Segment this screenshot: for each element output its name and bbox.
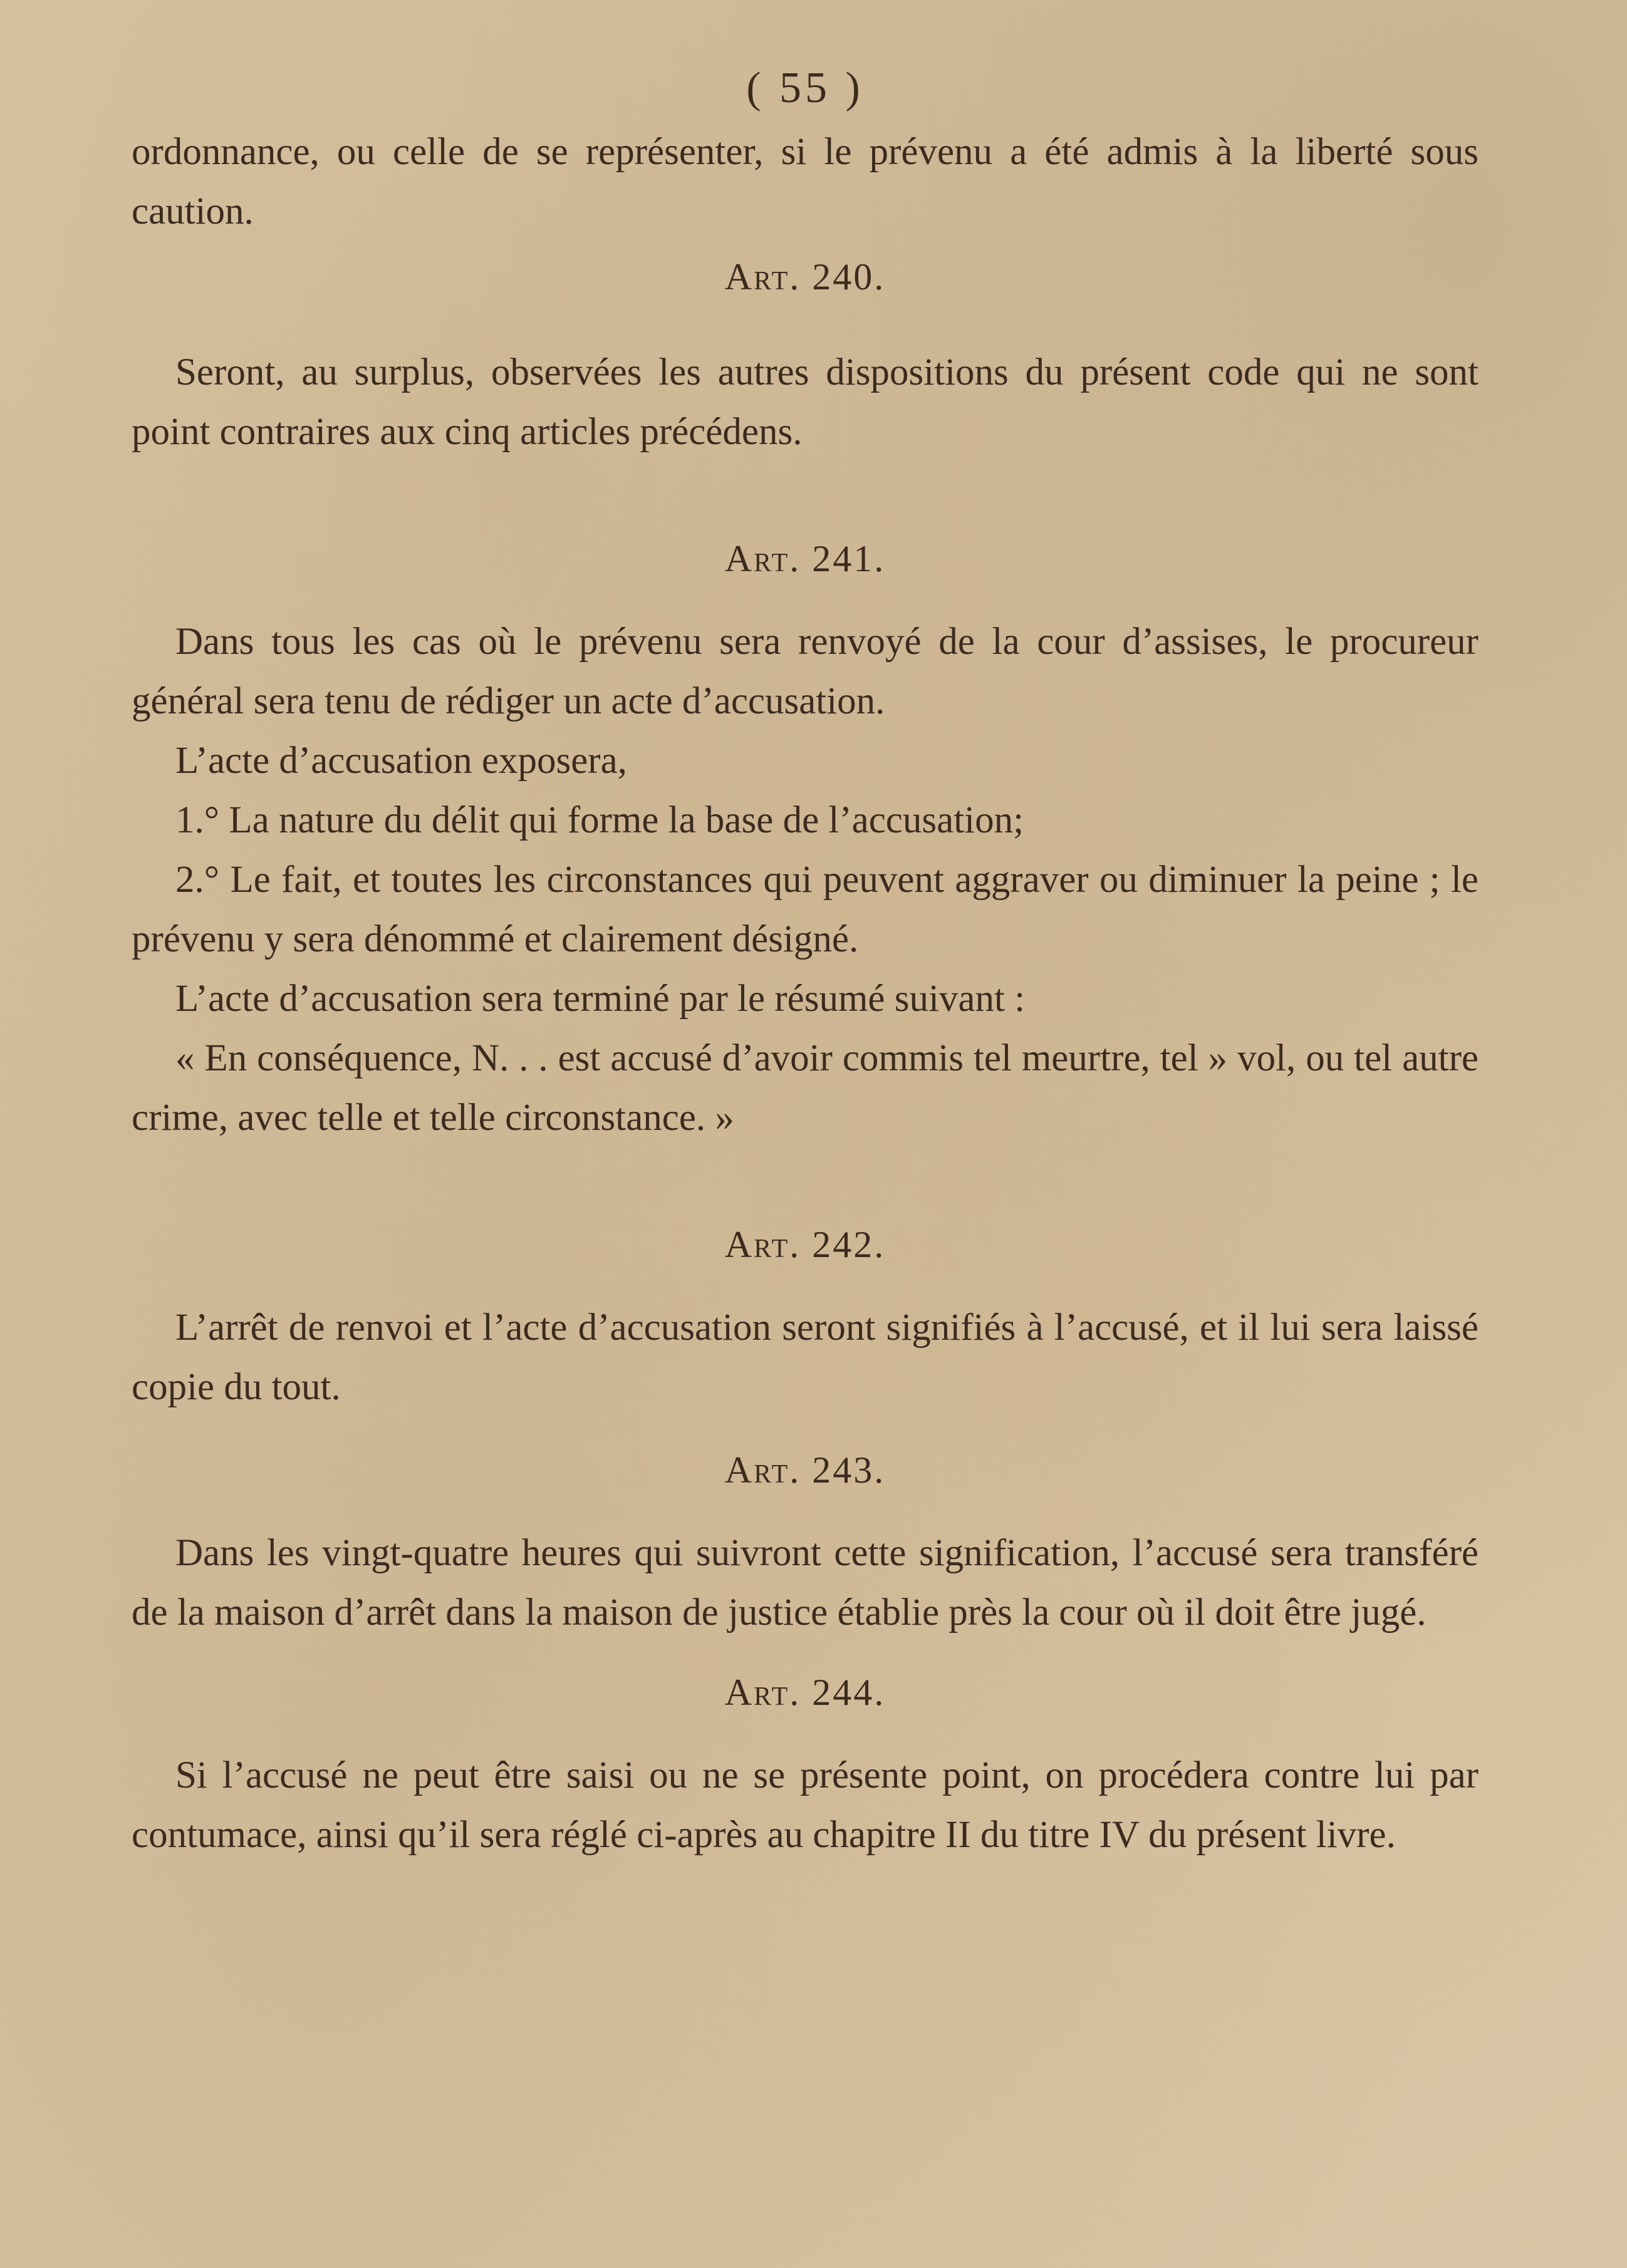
article-heading: Art. 244. bbox=[724, 1672, 886, 1713]
book-page bbox=[132, 60, 1479, 2202]
article-paragraph: Si l’accusé ne peut être saisi ou ne se présente point, on procédera contre lui par contumace, ainsi qu’il sera réglé ci-après au chapitre II du titre IV du présent livre. bbox=[132, 1754, 1479, 1856]
article-paragraph: L’arrêt de renvoi et l’acte d’accusation seront signifiés à l’accusé, et il lui sera laissé copie du tout. bbox=[132, 1307, 1479, 1408]
article-paragraph: 1.° La nature du délit qui forme la base de l’accusation; bbox=[175, 799, 1024, 841]
article-heading: Art. 243. bbox=[724, 1449, 886, 1491]
article-paragraph: 2.° Le fait, et toutes les circonstances qui peuvent aggraver ou diminuer la peine ; le prévenu y sera dénommé et clairement désigné. bbox=[132, 859, 1479, 960]
intro-paragraph: ordonnance, ou celle de se représenter, si le prévenu a été admis à la liberté sous caution. bbox=[132, 131, 1479, 232]
article-heading: Art. 242. bbox=[724, 1224, 886, 1265]
article-paragraph: L’acte d’accusation sera terminé par le résumé suivant : bbox=[175, 978, 1026, 1020]
article-paragraph: Dans les vingt-quatre heures qui suivront cette signification, l’accusé sera transféré de la maison d’arrêt dans la maison de justice établie près la cour où il doit être jugé. bbox=[132, 1532, 1479, 1634]
article-quote: « En conséquence, N. . . est accusé d’avoir commis tel meurtre, tel » vol, ou tel autre crime, avec telle et telle circonstance. » bbox=[132, 1037, 1479, 1139]
article-paragraph: Dans tous les cas où le prévenu sera renvoyé de la cour d’assises, le procureur général sera tenu de rédiger un acte d’accusation. bbox=[132, 621, 1479, 722]
article-244 bbox=[132, 1664, 1479, 1865]
article-heading: Art. 240. bbox=[724, 256, 886, 298]
article-240 bbox=[132, 249, 1479, 462]
article-heading: Art. 241. bbox=[724, 538, 886, 579]
article-paragraph: L’acte d’accusation exposera, bbox=[175, 740, 627, 782]
article-242 bbox=[132, 1216, 1479, 1417]
article-243 bbox=[132, 1442, 1479, 1642]
article-241 bbox=[132, 531, 1479, 1147]
page-number: ( 55 ) bbox=[746, 64, 864, 112]
article-paragraph: Seront, au surplus, observées les autres dispositions du présent code qui ne sont point contraires aux cinq articles précédens. bbox=[132, 351, 1479, 453]
